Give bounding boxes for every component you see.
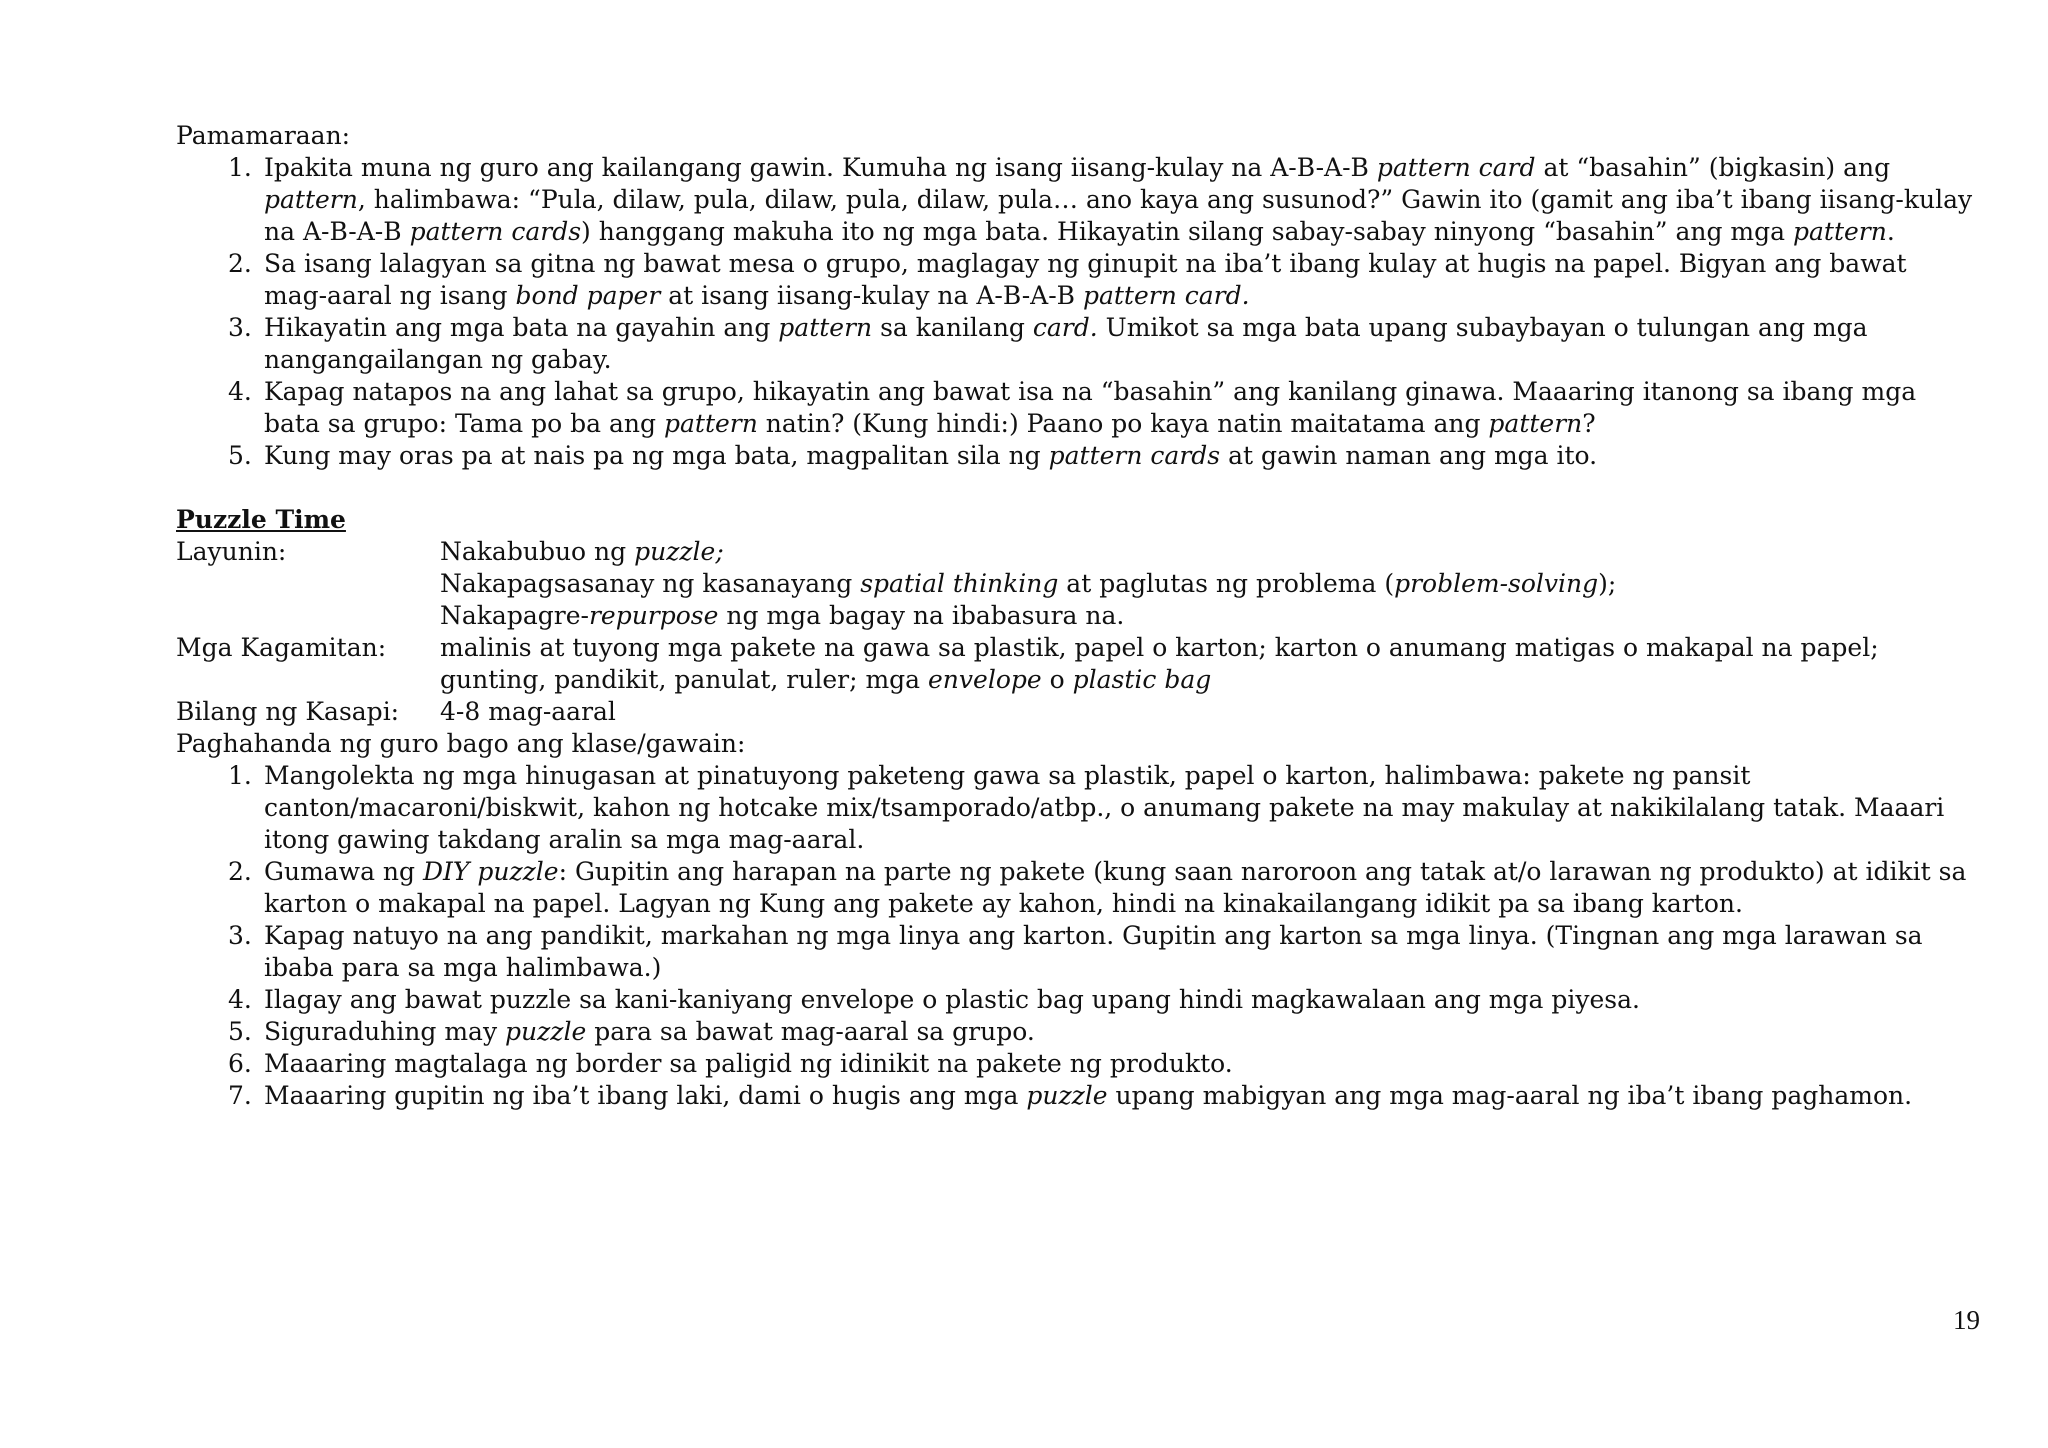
text-run: ng mga bagay na ibabasura na. xyxy=(718,601,1125,630)
italic-text: problem-solving xyxy=(1394,569,1599,598)
italic-text: spatial thinking xyxy=(860,569,1059,598)
text-run: natin? (Kung hindi:) Paano po kaya natin maitatama ang xyxy=(757,409,1489,438)
list-number: 2. xyxy=(228,249,252,278)
text-run: Sa isang lalagyan sa gitna ng bawat mesa o grupo, maglagay ng ginupit na iba’t ibang kulay at hugis na papel. Bigyan ang bawat mag-aaral ng isang xyxy=(264,249,1907,310)
italic-text: pattern xyxy=(663,409,758,438)
text-run: Siguraduhing may xyxy=(264,1017,506,1046)
list-item-text xyxy=(264,1049,1233,1078)
list-item xyxy=(176,1016,1976,1048)
section-spacer xyxy=(176,472,1976,504)
objective-line xyxy=(440,600,1976,632)
text-run: , halimbawa: “Pula, dilaw, pula, dilaw, pula, dilaw, pula… ano kaya ang susunod?” Gawin ito (gamit ang iba’t ibang iisang-kulay na A-B-A-B xyxy=(264,185,1973,246)
text-run: malinis at tuyong mga pakete na gawa sa plastik, papel o karton; karton o anumang matigas o makapal na papel; gunting, pandikit, panulat, ruler; mga xyxy=(440,633,1879,694)
italic-text: pattern xyxy=(264,185,358,214)
text-run: at gawin naman ang mga ito. xyxy=(1220,441,1598,470)
info-label: Layunin: xyxy=(176,537,287,566)
info-row-kasapi xyxy=(176,696,1976,728)
list-number: 5. xyxy=(228,441,252,470)
list-number: 2. xyxy=(228,857,252,886)
italic-text: puzzle xyxy=(505,1017,587,1046)
text-run: Gumawa ng xyxy=(264,857,423,886)
list-item xyxy=(176,760,1976,856)
italic-text: puzzle xyxy=(1026,1081,1108,1110)
list-item-text xyxy=(264,921,1923,982)
text-run: para sa bawat mag-aaral sa grupo. xyxy=(586,1017,1035,1046)
text-run: : Gupitin ang harapan na parte ng pakete (kung saan naroroon ang tatak at/o larawan ng produkto) at idikit sa karton o makapal na papel. Lagyan ng Kung ang pakete ay kahon, hindi na kinakailangang idikit pa sa ibang karton. xyxy=(264,857,1967,918)
objective-line xyxy=(440,568,1976,600)
list-number: 1. xyxy=(228,761,252,790)
list-item-text xyxy=(264,1017,1035,1046)
list-item-text xyxy=(264,249,1907,310)
list-item xyxy=(176,920,1976,984)
text-run: at paglutas ng problema ( xyxy=(1058,569,1395,598)
text-run: 4-8 mag-aaral xyxy=(440,697,616,726)
list-item-text xyxy=(264,313,1868,374)
list-item xyxy=(176,312,1976,376)
list-item-text xyxy=(264,377,1916,438)
text-run: ) hanggang makuha ito ng mga bata. Hikayatin silang sabay-sabay ninyong “basahin” ang mga xyxy=(581,217,1793,246)
objective-line xyxy=(440,536,1976,568)
italic-text: bond paper xyxy=(515,281,661,310)
list-item xyxy=(176,440,1976,472)
list-number: 3. xyxy=(228,921,252,950)
members-text xyxy=(440,696,1976,728)
list-item-text xyxy=(264,985,1640,1014)
italic-text: puzzle; xyxy=(634,537,724,566)
preparation-heading: Paghahanda ng guro bago ang klase/gawain: xyxy=(176,729,746,758)
italic-text: card. xyxy=(1032,313,1098,342)
text-run: Ipakita muna ng guro ang kailangang gawin. Kumuha ng isang iisang-kulay na A-B-A-B xyxy=(264,153,1377,182)
preparation-list xyxy=(176,760,1976,1112)
italic-text: plastic bag xyxy=(1072,665,1212,694)
italic-text: envelope xyxy=(928,665,1042,694)
text-run: . xyxy=(1886,217,1895,246)
text-run: Maaaring gupitin ng iba’t ibang laki, dami o hugis ang mga xyxy=(264,1081,1027,1110)
italic-text: pattern card. xyxy=(1082,281,1250,310)
list-number: 5. xyxy=(228,1017,252,1046)
italic-text: pattern card xyxy=(1376,153,1536,182)
text-run: at “basahin” (bigkasin) ang xyxy=(1535,153,1891,182)
text-run: o xyxy=(1041,665,1073,694)
info-label: Bilang ng Kasapi: xyxy=(176,697,400,726)
info-value xyxy=(440,696,1976,728)
italic-text: pattern xyxy=(1488,409,1583,438)
list-item xyxy=(176,856,1976,920)
text-run: Ilagay ang bawat puzzle sa kani-kaniyang envelope o plastic bag upang hindi magkawalaan ang mga piyesa. xyxy=(264,985,1640,1014)
list-item-text xyxy=(264,153,1972,246)
text-run: Nakabubuo ng xyxy=(440,537,635,566)
info-label: Mga Kagamitan: xyxy=(176,633,387,662)
text-run: Kung may oras pa at nais pa ng mga bata, magpalitan sila ng xyxy=(264,441,1049,470)
italic-text: DIY puzzle xyxy=(422,857,559,886)
text-run: Umikot sa mga bata upang subaybayan o tulungan ang mga nangangailangan ng gabay. xyxy=(264,313,1868,374)
info-row-layunin xyxy=(176,536,1976,632)
text-run: sa kanilang xyxy=(872,313,1033,342)
text-run: ? xyxy=(1582,409,1596,438)
list-item xyxy=(176,1048,1976,1080)
list-item-text xyxy=(264,441,1597,470)
text-run: Nakapagsasanay ng kasanayang xyxy=(440,569,861,598)
list-number: 6. xyxy=(228,1049,252,1078)
italic-text: repurpose xyxy=(588,601,719,630)
list-item-text xyxy=(264,857,1966,918)
list-item xyxy=(176,248,1976,312)
text-run: ); xyxy=(1598,569,1617,598)
italic-text: pattern cards xyxy=(1048,441,1221,470)
page-content xyxy=(176,120,1976,1112)
text-run: Hikayatin ang mga bata na gayahin ang xyxy=(264,313,779,342)
italic-text: pattern xyxy=(1793,217,1887,246)
puzzle-section-title: Puzzle Time xyxy=(176,505,346,534)
list-number: 3. xyxy=(228,313,252,342)
materials-text xyxy=(440,632,1976,696)
page-number: 19 xyxy=(1953,1305,1980,1335)
list-number: 1. xyxy=(228,153,252,182)
list-item xyxy=(176,376,1976,440)
info-value xyxy=(440,536,1976,632)
list-number: 7. xyxy=(228,1081,252,1110)
list-item xyxy=(176,984,1976,1016)
text-run: Mangolekta ng mga hinugasan at pinatuyong paketeng gawa sa plastik, papel o karton, halimbawa: pakete ng pansit canton/macaroni/biskwit, kahon ng hotcake mix/tsamporado/atbp., o anumang pakete na may makulay at nakikilalang tatak. Maaari itong gawing takdang aralin sa mga mag-aaral. xyxy=(264,761,1945,854)
info-row-kagamitan xyxy=(176,632,1976,696)
list-item-text xyxy=(264,1081,1912,1110)
text-run: Maaaring magtalaga ng border sa paligid ng idinikit na pakete ng produkto. xyxy=(264,1049,1233,1078)
list-item xyxy=(176,152,1976,248)
info-value xyxy=(440,632,1976,696)
list-number: 4. xyxy=(228,985,252,1014)
list-item-text xyxy=(264,761,1944,854)
italic-text: pattern cards xyxy=(409,217,582,246)
italic-text: pattern xyxy=(778,313,873,342)
list-number: 4. xyxy=(228,377,252,406)
text-run: Kapag natuyo na ang pandikit, markahan ng mga linya ang karton. Gupitin ang karton sa mga linya. (Tingnan ang mga larawan sa ibaba para sa mga halimbawa.) xyxy=(264,921,1923,982)
text-run: at isang iisang-kulay na A-B-A-B xyxy=(660,281,1083,310)
text-run: Nakapagre- xyxy=(440,601,589,630)
text-run: upang mabigyan ang mga mag-aaral ng iba’t ibang paghamon. xyxy=(1107,1081,1913,1110)
list-item xyxy=(176,1080,1976,1112)
procedure-heading: Pamamaraan: xyxy=(176,121,351,150)
text-run: Kapag natapos na ang lahat sa grupo, hikayatin ang bawat isa na “basahin” ang kanilang ginawa. Maaaring itanong sa ibang mga bata sa grupo: Tama po ba ang xyxy=(264,377,1917,438)
procedure-list xyxy=(176,152,1976,472)
